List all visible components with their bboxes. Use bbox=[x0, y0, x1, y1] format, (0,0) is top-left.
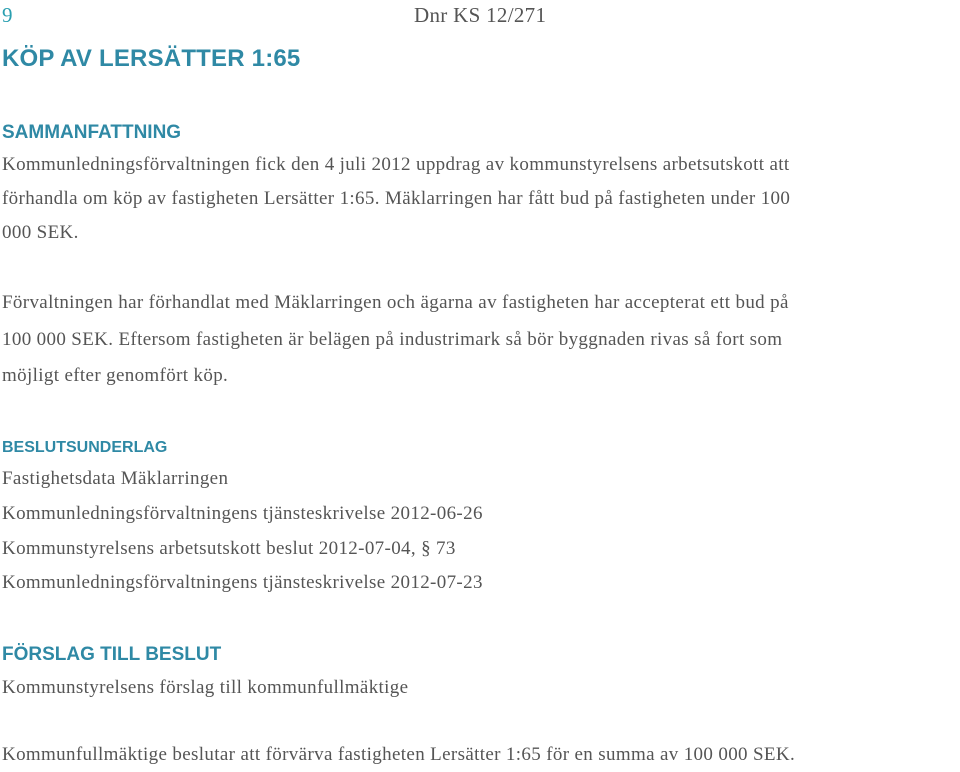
proposal-line-1: Kommunstyrelsens förslag till kommunfullmäktige bbox=[2, 677, 409, 698]
summary-paragraph-1-line-2: förhandla om köp av fastigheten Lersätter 1:65. Mäklarringen har fått bud på fastigheten under 100 bbox=[2, 188, 791, 209]
summary-paragraph-2-line-1: Förvaltningen har förhandlat med Mäklarringen och ägarna av fastigheten har accepterat ett bud på bbox=[2, 292, 789, 313]
summary-heading: SAMMANFATTNING bbox=[2, 122, 182, 143]
proposal-heading: FÖRSLAG TILL BESLUT bbox=[2, 644, 222, 665]
summary-paragraph-1-line-1: Kommunledningsförvaltningen fick den 4 juli 2012 uppdrag av kommunstyrelsens arbetsutskott att bbox=[2, 154, 790, 175]
basis-item: Fastighetsdata Mäklarringen bbox=[2, 468, 229, 489]
summary-paragraph-2-line-2: 100 000 SEK. Eftersom fastigheten är belägen på industrimark så bör byggnaden rivas så fort som bbox=[2, 329, 783, 350]
basis-heading: BESLUTSUNDERLAG bbox=[2, 439, 168, 456]
document-reference-number: Dnr KS 12/271 bbox=[414, 3, 547, 27]
summary-paragraph-2-line-3: möjligt efter genomfört köp. bbox=[2, 365, 229, 386]
page-number: 9 bbox=[2, 3, 13, 27]
proposal-line-2: Kommunfullmäktige beslutar att förvärva fastigheten Lersätter 1:65 för en summa av 100 000 SEK. bbox=[2, 744, 796, 765]
summary-paragraph-1-line-3: 000 SEK. bbox=[2, 222, 79, 243]
basis-item: Kommunstyrelsens arbetsutskott beslut 2012-07-04, § 73 bbox=[2, 538, 456, 559]
basis-item: Kommunledningsförvaltningens tjänsteskrivelse 2012-07-23 bbox=[2, 572, 483, 593]
basis-item: Kommunledningsförvaltningens tjänsteskrivelse 2012-06-26 bbox=[2, 503, 483, 524]
document-title: KÖP AV LERSÄTTER 1:65 bbox=[2, 45, 301, 72]
